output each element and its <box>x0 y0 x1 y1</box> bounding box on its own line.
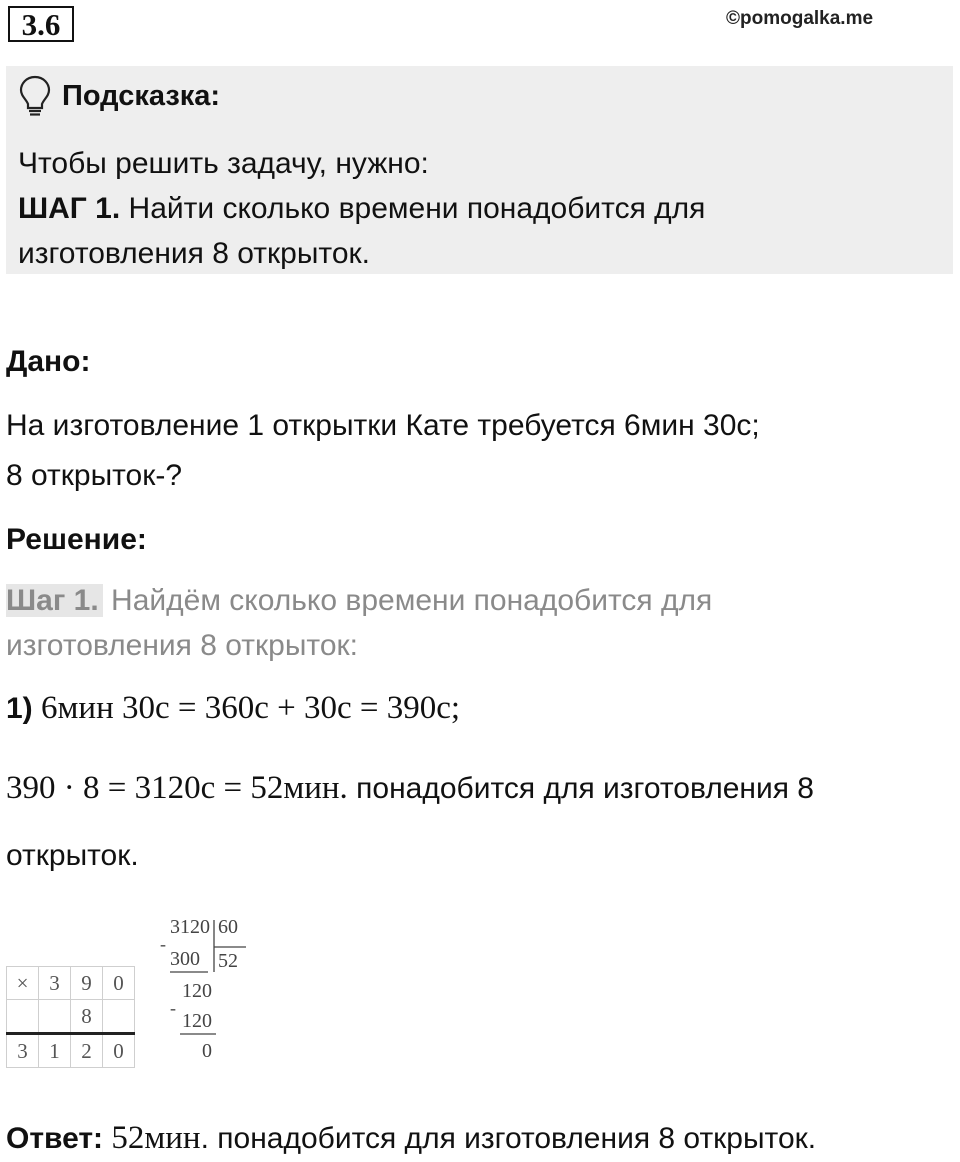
mult-cell: × <box>7 967 39 1000</box>
mult-cell: 3 <box>39 967 71 1000</box>
solution-step-line1 <box>6 579 712 623</box>
mult-cell <box>39 1000 71 1034</box>
given-heading: Дано: <box>6 345 91 378</box>
div-minus-1: - <box>160 934 166 954</box>
mult-cell: 8 <box>71 1000 103 1034</box>
answer-math: 52мин <box>111 1120 201 1156</box>
problem-number: 3.6 <box>8 6 74 42</box>
mult-cell <box>103 1000 135 1034</box>
div-quotient: 52 <box>218 950 238 972</box>
equation-1-math: 6мин 30с = 360с + 30с = 390с; <box>41 690 461 726</box>
div-divisor: 60 <box>218 916 238 938</box>
mult-row-1 <box>7 967 135 1000</box>
equation-1 <box>6 686 460 731</box>
mult-row-3 <box>7 1034 135 1068</box>
multiplication-table <box>6 966 135 1068</box>
solution-heading: Решение: <box>6 523 147 556</box>
hint-step-line1 <box>18 187 705 231</box>
long-division <box>160 916 250 1066</box>
equation-2-text: понадобится для изготовления 8 <box>347 772 814 805</box>
answer <box>6 1116 816 1161</box>
equation-2-math: 390 · 8 = 3120с = 52мин. <box>6 770 348 806</box>
mult-cell <box>7 1000 39 1034</box>
answer-label: Ответ: <box>6 1122 104 1155</box>
equation-2 <box>6 766 814 811</box>
given-line2: 8 открыток-? <box>6 459 183 492</box>
hint-step-label: ШАГ 1. <box>18 192 121 225</box>
lightbulb-icon <box>18 74 52 118</box>
watermark: ©pomogalka.me <box>726 8 874 29</box>
hint-step-line2: изготовления 8 открыток. <box>18 237 370 270</box>
solution-step-line2: изготовления 8 открыток: <box>6 629 358 662</box>
mult-cell: 9 <box>71 967 103 1000</box>
mult-cell: 1 <box>39 1034 71 1068</box>
mult-row-2 <box>7 1000 135 1034</box>
div-sub-2: 120 <box>182 1010 212 1032</box>
div-rem-1: 120 <box>182 980 212 1002</box>
hint-title: Подсказка: <box>62 80 221 112</box>
div-dividend: 3120 <box>170 916 210 938</box>
hint-intro: Чтобы решить задачу, нужно: <box>18 147 429 180</box>
mult-cell: 0 <box>103 1034 135 1068</box>
division-lines <box>160 916 250 1066</box>
div-minus-2: - <box>170 998 176 1018</box>
hint-step-text: Найти сколько времени понадобится для <box>128 192 706 225</box>
div-sub-1: 300 <box>170 948 200 970</box>
given-line1: На изготовление 1 открытки Кате требуется 6мин 30с; <box>6 409 760 442</box>
solution-step-text: Найдём сколько времени понадобится для <box>111 584 713 617</box>
mult-cell: 3 <box>7 1034 39 1068</box>
answer-text: . понадобится для изготовления 8 открыток. <box>200 1122 817 1155</box>
item-label: 1) <box>6 692 33 725</box>
mult-cell: 0 <box>103 967 135 1000</box>
solution-step-label: Шаг 1. <box>6 584 103 617</box>
equation-2-continued: открыток. <box>6 839 139 872</box>
mult-cell: 2 <box>71 1034 103 1068</box>
div-remainder: 0 <box>202 1040 212 1062</box>
